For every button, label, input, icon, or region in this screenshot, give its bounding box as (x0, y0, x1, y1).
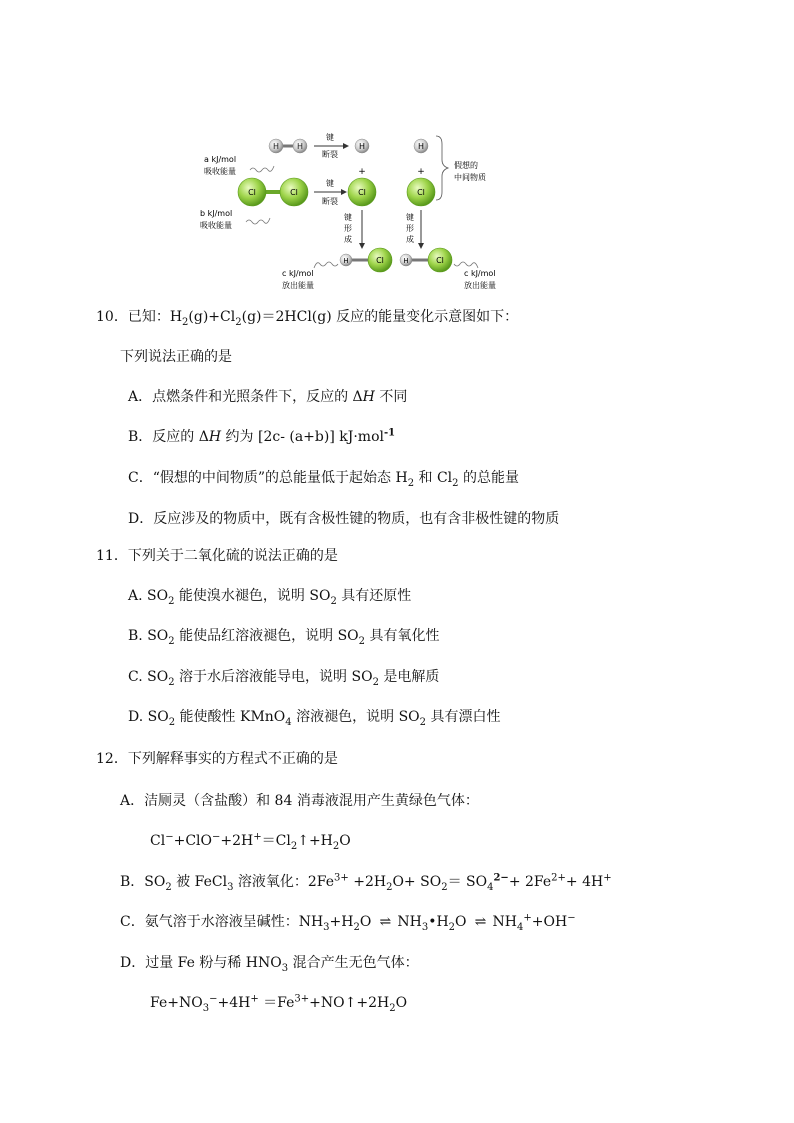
c-energy-label: c kJ/mol (464, 269, 496, 278)
eq-part: +H (329, 914, 354, 930)
eq-part: O (455, 914, 467, 930)
plus-sign: + (417, 167, 425, 177)
q12-option-d-equation (150, 992, 407, 1012)
eq-part: NH (397, 914, 422, 930)
formula: SO (147, 588, 169, 604)
energy-wave (454, 262, 478, 268)
plus-sign: + (358, 167, 366, 177)
h-atom-label: H (358, 142, 366, 151)
option-text: 的总能量 (458, 470, 519, 486)
subscript: 2 (389, 1002, 396, 1014)
eq-part: ＝Cl (261, 833, 291, 849)
c-energy-label: c kJ/mol (282, 269, 314, 278)
h2-molecule (269, 139, 307, 153)
equilibrium-arrow: ⇌ (379, 914, 390, 930)
intermediate-label: 假想的 (454, 161, 478, 170)
eq-part: +4H (217, 995, 251, 1011)
option-text: 是电解质 (378, 669, 440, 685)
subscript: 2 (168, 595, 175, 607)
a-energy-label: 吸收能量 (204, 167, 236, 176)
subscript: 2 (452, 477, 459, 489)
equilibrium-arrow: ⇌ (474, 914, 485, 930)
energy-wave (246, 218, 270, 224)
q11-option-d (128, 706, 500, 726)
subscript: 2 (386, 881, 393, 893)
subscript: 2 (419, 716, 427, 728)
q12-option-a: A．洁厕灵（含盐酸）和 84 消毒液混用产生黄绿色气体： (120, 793, 479, 809)
eq-part: NH (492, 914, 517, 930)
option-text: 溶液褪色，说明 (291, 709, 399, 725)
superscript: 2+ (551, 872, 566, 884)
q10-option-d: D．反应涉及的物质中，既有含极性键的物质，也有含非极性键的物质 (128, 511, 560, 527)
option-label: D. (128, 709, 148, 725)
subscript: 2 (372, 676, 379, 688)
intermediate-label: 中间物质 (454, 173, 486, 182)
eq-part: Fe+NO (150, 995, 203, 1011)
subscript: 3 (281, 962, 289, 974)
superscript: + (250, 993, 259, 1005)
subscript: 2 (330, 595, 337, 607)
eq-part: +2H (348, 874, 387, 890)
formula: SO (398, 709, 420, 725)
subscript: 2 (441, 881, 448, 893)
option-label: C. (128, 669, 148, 685)
eq-part: +OH (531, 914, 568, 930)
option-text: 具有还原性 (336, 588, 412, 604)
q12-option-a-equation (150, 830, 351, 850)
bond-form-label: 键 (344, 213, 352, 222)
q10-stem-text: (g)＝2HCl(g) 反应的能量变化示意图如下： (241, 309, 519, 325)
cl-atom-label: Cl (290, 188, 298, 197)
option-text: C．“假想的中间物质”的总能量低于起始态 H (128, 470, 408, 486)
cl-atom-label: Cl (376, 256, 384, 265)
superscript: − (209, 993, 218, 1005)
bond-form-label: 形 (344, 224, 352, 233)
option-text: 具有氧化性 (365, 628, 440, 644)
energy-diagram (196, 126, 516, 298)
subscript: 3 (202, 1002, 210, 1014)
subscript: 2 (182, 316, 189, 328)
option-text: 能使酸性 KMnO (175, 709, 286, 725)
option-label: A. (128, 588, 148, 604)
q10-option-a (128, 386, 407, 406)
italic-symbol: H (362, 389, 375, 405)
option-text: 具有漂白性 (426, 709, 501, 725)
subscript: 4 (487, 881, 494, 893)
q11-option-b (128, 625, 439, 645)
bond-break-label: 键 (326, 179, 334, 188)
eq-part: ＝Fe (258, 995, 295, 1011)
q10-option-b (128, 426, 395, 446)
option-text: 不同 (374, 389, 408, 405)
eq-part: 混合产生无色气体： (288, 955, 419, 971)
eq-part: ＝ SO (447, 874, 488, 890)
energy-wave (314, 262, 338, 268)
subscript: 2 (332, 840, 340, 852)
option-text: 溶于水后溶液能导电，说明 (174, 669, 352, 685)
eq-part: •H (428, 914, 449, 930)
q12-stem: 12．下列解释事实的方程式不正确的是 (96, 751, 338, 767)
subscript: 2 (358, 635, 366, 647)
subscript: 2 (168, 676, 175, 688)
superscript: + (523, 912, 532, 924)
formula: SO (147, 628, 169, 644)
subscript: 2 (407, 477, 415, 489)
eq-part: +2H (220, 833, 254, 849)
eq-part: O (339, 833, 351, 849)
subscript: 2 (353, 921, 360, 933)
subscript: 3 (421, 921, 429, 933)
q10-number: 10． (96, 309, 128, 325)
q10-stem (96, 306, 518, 326)
bond-form-label: 成 (344, 235, 352, 244)
q11-stem: 11．下列关于二氧化硫的说法正确的是 (96, 548, 338, 564)
bond-form-label: 形 (406, 224, 414, 233)
cl-atom-label: Cl (358, 188, 366, 197)
eq-part: O (395, 995, 408, 1011)
hcl-molecule (400, 248, 452, 272)
subscript: 2 (168, 635, 175, 647)
bond-break-label: 断裂 (322, 197, 338, 206)
bond-break-label: 键 (326, 133, 334, 142)
h-atom-label: H (343, 257, 349, 265)
eq-part: B．SO (120, 874, 166, 890)
c-energy-label: 放出能量 (464, 281, 496, 290)
b-energy-label: b kJ/mol (200, 209, 233, 218)
italic-symbol: H (208, 429, 222, 445)
subscript: 3 (323, 921, 330, 933)
h-atom-label: H (272, 142, 280, 151)
intermediate-brace (436, 136, 448, 200)
bond-form-label: 成 (406, 235, 414, 244)
superscript: -1 (383, 427, 396, 439)
subscript: 2 (448, 921, 456, 933)
option-label: B. (128, 628, 148, 644)
a-energy-label: a kJ/mol (204, 155, 237, 164)
subscript: 3 (227, 881, 234, 893)
option-text: B．反应的 Δ (128, 429, 209, 445)
formula: SO (309, 588, 331, 604)
c-energy-label: 放出能量 (282, 281, 314, 290)
subscript: 2 (168, 716, 176, 728)
eq-part: C．氨气溶于水溶液呈碱性：NH (120, 914, 324, 930)
subscript: 2 (165, 881, 172, 893)
subscript: 2 (235, 316, 242, 328)
option-text: A．点燃条件和光照条件下，反应的 Δ (128, 389, 363, 405)
cl2-molecule (238, 178, 308, 206)
cl-atom-label: Cl (417, 188, 425, 197)
eq-part: + 2Fe (508, 874, 552, 890)
option-text: 约为 [2c- (a+b)] kJ·mol (221, 429, 384, 445)
bond-break-label: 断裂 (322, 150, 338, 159)
cl-atom-label: Cl (436, 256, 444, 265)
superscript: 3+ (334, 872, 349, 884)
cl-atom-label: Cl (248, 188, 256, 197)
superscript: + (253, 831, 262, 843)
q10-prompt: 下列说法正确的是 (120, 349, 232, 365)
eq-part: +ClO (173, 833, 212, 849)
superscript: − (567, 912, 576, 924)
b-energy-label: 吸收能量 (200, 221, 232, 230)
bond-form-label: 键 (406, 213, 414, 222)
superscript: − (212, 831, 221, 843)
q10-stem-text: (g)+Cl (188, 309, 236, 325)
q10-stem-text: 已知：H (127, 309, 183, 325)
q12-option-b (120, 871, 612, 891)
h-atom-label: H (417, 142, 425, 151)
eq-part: +NO↑+2H (309, 995, 390, 1011)
eq-part: 被 FeCl (171, 874, 228, 890)
eq-part: 溶液氧化：2Fe (233, 874, 335, 890)
h-atom-label: H (296, 142, 304, 151)
subscript: 4 (517, 921, 524, 933)
formula: SO (337, 628, 359, 644)
eq-part: Cl (150, 833, 166, 849)
superscript: 2− (493, 872, 509, 884)
eq-part: + 4H (565, 874, 604, 890)
q12-option-c (120, 911, 576, 931)
eq-part: O+ SO (392, 874, 442, 890)
formula: SO (351, 669, 373, 685)
formula: SO (147, 669, 169, 685)
option-text: 能使品红溶液褪色，说明 (174, 628, 338, 644)
option-text: 能使溴水褪色，说明 (174, 588, 310, 604)
hcl-molecule (340, 248, 392, 272)
q10-option-c (128, 467, 519, 487)
option-text: 和 Cl (414, 470, 453, 486)
q11-option-c (128, 666, 439, 686)
eq-part: D．过量 Fe 粉与稀 HNO (120, 955, 282, 971)
superscript: 3+ (294, 993, 310, 1005)
subscript: 2 (290, 840, 298, 852)
subscript: 4 (285, 716, 292, 728)
superscript: + (603, 872, 612, 884)
q11-option-a (128, 585, 411, 605)
eq-part: O (359, 914, 372, 930)
formula: SO (147, 709, 169, 725)
h-atom-label: H (403, 257, 409, 265)
q12-option-d (120, 952, 419, 972)
superscript: − (165, 831, 174, 843)
energy-wave (250, 166, 274, 172)
eq-part: ↑+H (297, 833, 333, 849)
